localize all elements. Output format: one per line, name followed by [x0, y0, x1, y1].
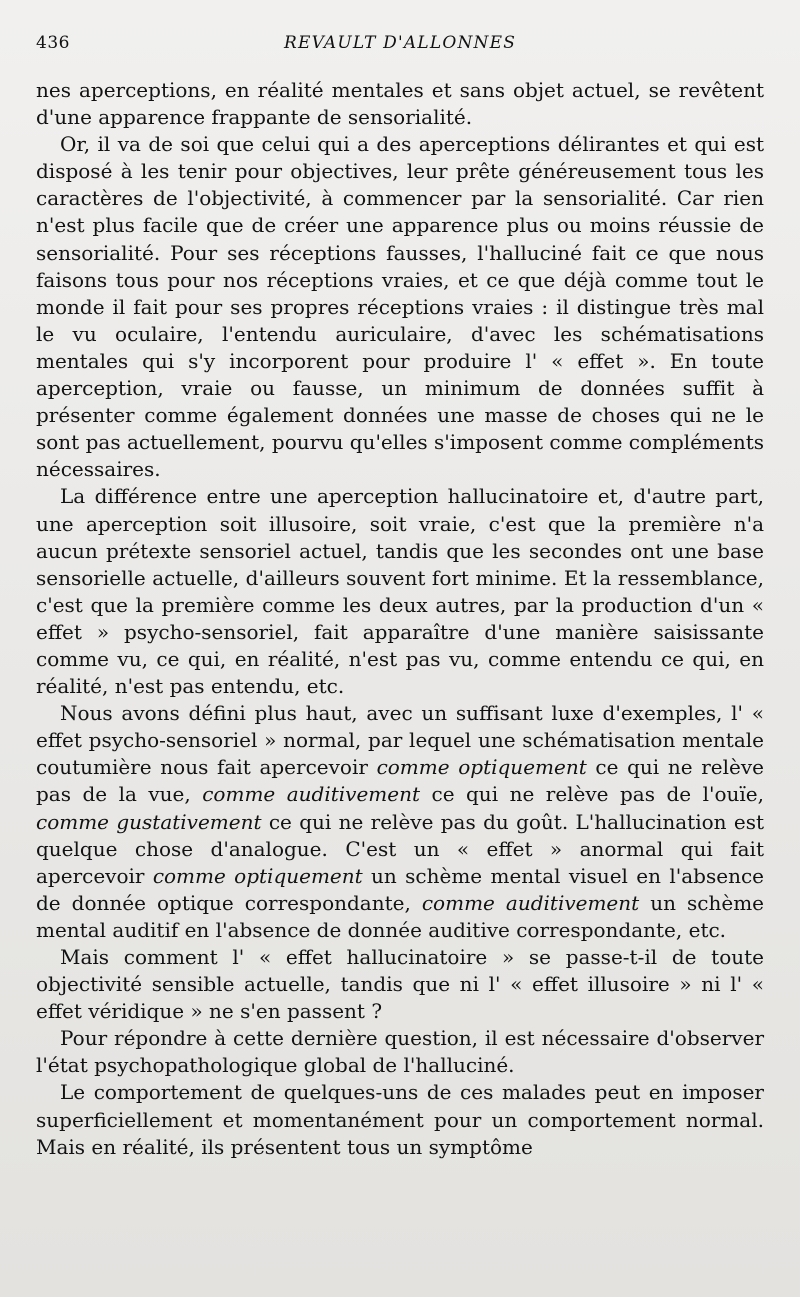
italic-phrase: comme auditivement — [202, 782, 421, 807]
paragraph-4-text: ce qui ne relève pas de la vue, — [36, 755, 764, 807]
paragraph-2: Or, il va de soi que celui qui a des aperceptions délirantes et qui est disposé à les tenir pour objectives, leur prête généreusement tous les caractères de l'objectivité, à commencer par la sensorialité. Car rien n'est plus facile que de créer une apparence plus ou moins réussie de sensorialité. Pour ses réceptions fausses, l'halluciné fait ce que nous faisons tous pour nos réceptions vraies, et ce que déjà comme tout le monde il fait pour ses propres réceptions vraies : il distingue très mal le vu oculaire, l'entendu auriculaire, d'avec les schématisations mentales qui s'y incorporent pour produire l' « effet ». En toute aperception, vraie ou fausse, un minimum de données suffit à présenter comme également données une masse de choses qui ne le sont pas actuellement, pourvu qu'elles s'imposent comme compléments nécessaires. — [36, 132, 764, 482]
italic-phrase: comme gustativement — [36, 809, 262, 834]
italic-phrase: comme optiquement — [376, 755, 587, 780]
body-text — [36, 77, 764, 1161]
paragraph-4 — [36, 700, 764, 944]
paragraph-5: Mais comment l' « effet hallucinatoire » se passe-t-il de toute objectivité sensible actuelle, tandis que ni l' « effet illusoire » ni l' « effet véridique » ne s'en passent ? — [36, 945, 764, 1024]
italic-phrase: comme auditivement — [421, 890, 640, 915]
italic-phrase: comme optiquement — [152, 863, 363, 888]
running-title: REVAULT D'ALLONNES — [284, 33, 517, 53]
paragraph-4-text: ce qui ne relève pas du goût. L'hallucination est quelque chose d'analogue. C'est un « effet » anormal qui fait apercevoir — [36, 809, 764, 888]
paragraph-3: La différence entre une aperception hallucinatoire et, d'autre part, une aperception soit illusoire, soit vraie, c'est que la première n'a aucun prétexte sensoriel actuel, tandis que les secondes ont une base sensorielle actuelle, d'ailleurs souvent fort minime. Et la ressemblance, c'est que la première comme les deux autres, par la production d'un « effet » psycho-sensoriel, fait apparaître d'une manière saisissante comme vu, ce qui, en réalité, n'est pas vu, comme entendu ce qui, en réalité, n'est pas entendu, etc. — [36, 484, 764, 699]
paragraph-1: nes aperceptions, en réalité mentales et sans objet actuel, se revêtent d'une apparence frappante de sensorialité. — [36, 78, 764, 130]
paragraph-7: Le comportement de quelques-uns de ces malades peut en imposer superficiellement et momentanément pour un comportement normal. Mais en réalité, ils présentent tous un symptôme — [36, 1080, 764, 1159]
paragraph-4-text: un schème mental auditif en l'absence de donnée auditive correspondante, etc. — [36, 890, 764, 942]
page-number: 436 — [36, 33, 70, 53]
paragraph-6: Pour répondre à cette dernière question, il est nécessaire d'observer l'état psychopathologique global de l'halluciné. — [36, 1026, 764, 1078]
paragraph-4-text: ce qui ne relève pas de l'ouïe, — [420, 782, 764, 807]
paragraph-4-text: un schème mental visuel en l'absence de donnée optique correspondante, — [36, 863, 764, 915]
running-header — [36, 33, 764, 55]
paragraph-4-text: Nous avons défini plus haut, avec un suffisant luxe d'exemples, l' « effet psycho-sensoriel » normal, par lequel une schématisation mentale coutumière nous fait apercevoir — [36, 701, 764, 780]
